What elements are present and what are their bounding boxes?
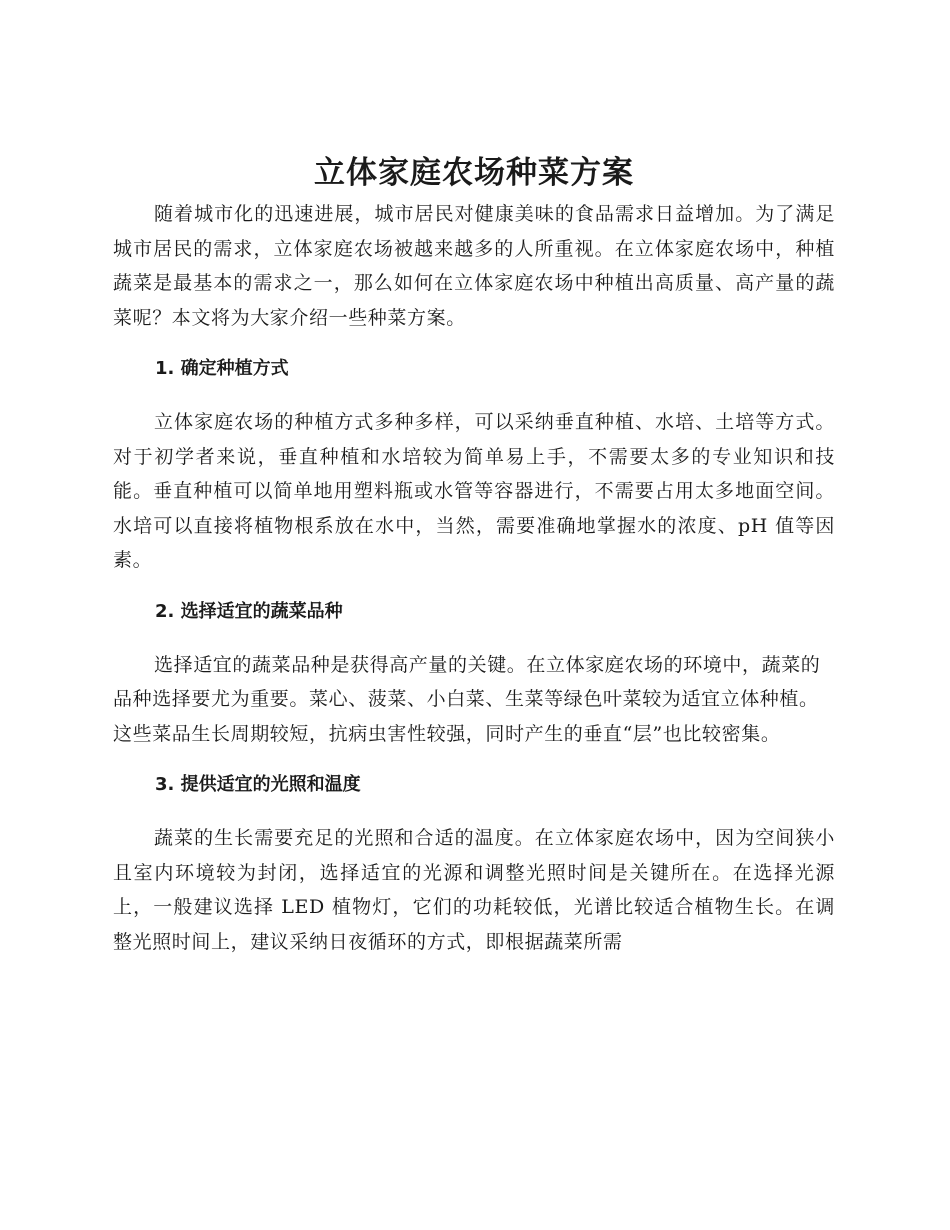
section-heading-3: 3. 提供适宜的光照和温度 (155, 774, 361, 795)
section-body-2: 选择适宜的蔬菜品种是获得高产量的关键。在立体家庭农场的环境中，蔬菜的品种选择要尤为重要。菜心、菠菜、小白菜、生菜等绿色叶菜较为适宜立体种植。这些菜品生长周期较短，抗病虫害性较强，同时产生的垂直“层”也比较密集。 (113, 653, 821, 745)
document-page (113, 150, 835, 959)
document-title: 立体家庭农场种菜方案 (314, 155, 634, 191)
intro-paragraph: 随着城市化的迅速进展，城市居民对健康美味的食品需求日益增加。为了满足城市居民的需求，立体家庭农场被越来越多的人所重视。在立体家庭农场中，种植蔬菜是最基本的需求之一，那么如何在立体家庭农场中种植出高质量、高产量的蔬菜呢？本文将为大家介绍一些种菜方案。 (113, 203, 835, 329)
section-body-3: 蔬菜的生长需要充足的光照和合适的温度。在立体家庭农场中，因为空间狭小且室内环境较为封闭，选择适宜的光源和调整光照时间是关键所在。在选择光源上，一般建议选择 LED 植物灯，它们的功耗较低，光谱比较适合植物生长。在调整光照时间上，建议采纳日夜循环的方式，即根据蔬菜所需 (113, 827, 835, 953)
section-heading-1: 1. 确定种植方式 (155, 358, 289, 379)
section-heading-2: 2. 选择适宜的蔬菜品种 (155, 600, 343, 622)
section-body-1: 立体家庭农场的种植方式多种多样，可以采纳垂直种植、水培、土培等方式。对于初学者来说，垂直种植和水培较为简单易上手，不需要太多的专业知识和技能。垂直种植可以简单地用塑料瓶或水管等容器进行，不需要占用太多地面空间。水培可以直接将植物根系放在水中，当然，需要准确地掌握水的浓度、pH 值等因素。 (113, 411, 835, 571)
